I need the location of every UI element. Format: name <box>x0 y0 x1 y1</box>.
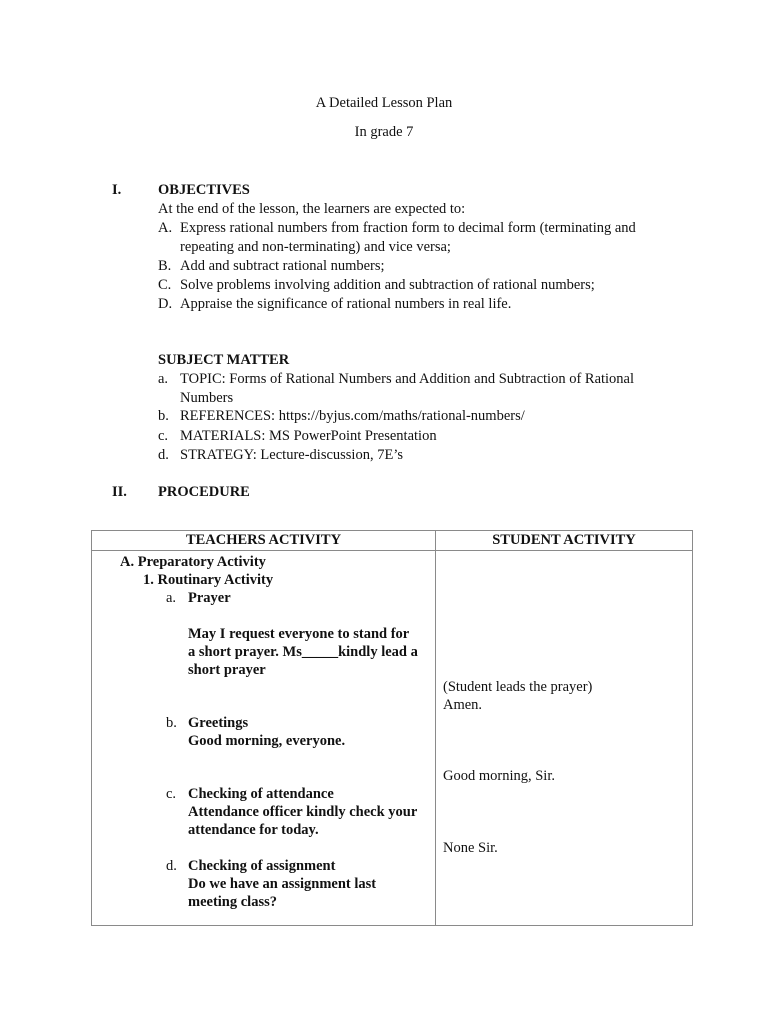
step-line: short prayer <box>188 662 266 678</box>
subject-matter-text: MATERIALS: MS PowerPoint Presentation <box>180 428 437 444</box>
subject-matter-text: STRATEGY: Lecture-discussion, 7E’s <box>180 447 403 463</box>
step-title: Checking of attendance <box>188 786 334 802</box>
student-response: None Sir. <box>443 840 498 856</box>
objective-item <box>158 257 678 275</box>
step-title: Checking of assignment <box>188 858 336 874</box>
subject-matter-letter: b. <box>158 408 169 424</box>
routinary-activity-label: 1. Routinary Activity <box>143 572 274 588</box>
subject-matter-item <box>158 370 678 407</box>
subject-matter-letter: c. <box>158 428 169 444</box>
objectives-intro: At the end of the lesson, the learners are expected to: <box>158 201 466 217</box>
subject-matter-text: TOPIC: Forms of Rational Numbers and Addition and Subtraction of Rational <box>180 371 635 387</box>
step-letter: a. <box>166 590 177 606</box>
step-line: Attendance officer kindly check your <box>188 804 418 820</box>
student-activity-header: STUDENT ACTIVITY <box>436 531 693 551</box>
step-line: May I request everyone to stand for <box>188 626 410 642</box>
step-line: Do we have an assignment last <box>188 876 377 892</box>
step-letter: d. <box>166 858 177 874</box>
objective-letter: D. <box>158 296 173 312</box>
subject-matter-item <box>158 427 678 445</box>
section-numeral-1: I. <box>112 182 122 198</box>
document-subtitle: In grade 7 <box>354 124 414 140</box>
objective-item <box>158 276 678 294</box>
subject-matter-item <box>158 407 678 425</box>
table-row <box>92 551 693 926</box>
objective-item <box>158 295 678 313</box>
objective-letter: C. <box>158 277 172 293</box>
objective-item <box>158 219 678 256</box>
step-line: meeting class? <box>188 894 277 910</box>
objective-text: Solve problems involving addition and subtraction of rational numbers; <box>180 277 595 293</box>
references-link: REFERENCES: https://byjus.com/maths/rational-numbers/ <box>180 408 525 424</box>
step-title: Prayer <box>188 590 231 606</box>
subject-matter-letter: a. <box>158 371 169 387</box>
objective-text: Appraise the significance of rational numbers in real life. <box>180 296 512 312</box>
objective-letter: B. <box>158 258 172 274</box>
student-response: Good morning, Sir. <box>443 768 555 784</box>
step-line: a short prayer. Ms_____kindly lead a <box>188 644 418 660</box>
teacher-activity-cell <box>92 551 436 926</box>
step-line: attendance for today. <box>188 822 319 838</box>
step-letter: c. <box>166 786 177 802</box>
subject-matter-letter: d. <box>158 447 169 463</box>
document-title: A Detailed Lesson Plan <box>315 95 453 111</box>
procedure-heading: PROCEDURE <box>158 484 250 500</box>
objective-letter: A. <box>158 220 173 236</box>
subject-matter-item <box>158 446 678 464</box>
procedure-table <box>91 530 693 926</box>
teachers-activity-header: TEACHERS ACTIVITY <box>92 531 436 551</box>
student-response: Amen. <box>443 697 483 713</box>
section-numeral-2: II. <box>112 484 127 500</box>
table-header-row <box>92 531 693 551</box>
step-title: Greetings <box>188 715 249 731</box>
subject-matter-text: Numbers <box>180 390 234 406</box>
objective-text: Add and subtract rational numbers; <box>180 258 385 274</box>
step-line: Good morning, everyone. <box>188 733 346 749</box>
subject-matter-heading: SUBJECT MATTER <box>158 352 290 368</box>
objectives-heading: OBJECTIVES <box>158 182 250 198</box>
objective-text: repeating and non-terminating) and vice versa; <box>180 239 451 255</box>
objective-text: Express rational numbers from fraction form to decimal form (terminating and <box>180 220 636 236</box>
student-response: (Student leads the prayer) <box>443 679 593 695</box>
step-letter: b. <box>166 715 177 731</box>
student-activity-cell <box>436 551 693 926</box>
preparatory-activity-label: A. Preparatory Activity <box>120 554 266 570</box>
